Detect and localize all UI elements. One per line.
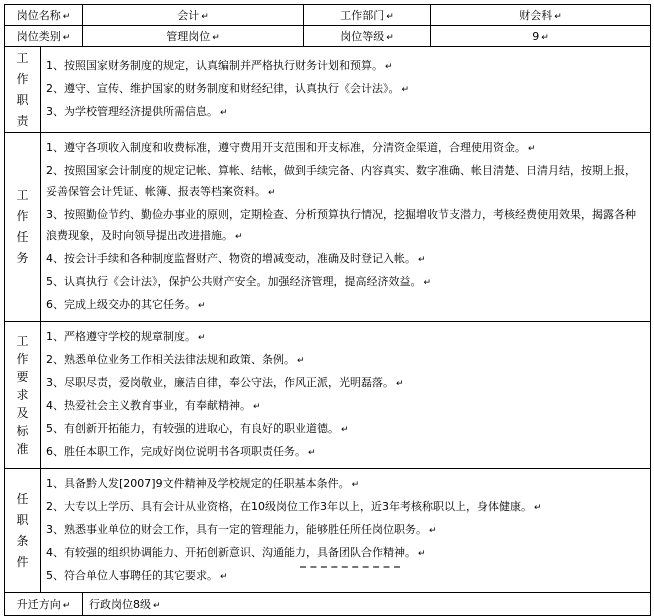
header-row-1 <box>5 5 651 26</box>
list-item: 1、按照国家财务制度的规定，认真编制并严格执行财务计划和预算。 ↵ <box>46 59 393 72</box>
requirements-content <box>41 322 651 469</box>
tasks-label: 工 作 任 务 <box>5 133 41 322</box>
paragraph-mark-icon: ↵ <box>220 108 228 118</box>
list-item: 5、有创新开拓能力，有较强的进取心，有良好的职业道德。 ↵ <box>46 422 349 435</box>
position-category-label: 岗位类别 ↵ <box>5 26 83 47</box>
paragraph-mark-icon: ↵ <box>418 255 426 265</box>
paragraph-mark-icon: ↵ <box>401 85 410 95</box>
paragraph-mark-icon: ↵ <box>385 62 393 72</box>
paragraph-mark-icon: ↵ <box>198 301 206 311</box>
paragraph-mark-icon: ↵ <box>268 188 276 198</box>
job-description-table <box>4 4 651 616</box>
list-item: 1、具备黔人发[2007]9文件精神及学校规定的任职基本条件。 ↵ <box>46 477 360 490</box>
paragraph-mark-icon: ↵ <box>351 480 360 490</box>
department-value: 财会科 ↵ <box>431 5 651 26</box>
paragraph-mark-icon: ↵ <box>423 278 432 288</box>
list-item: 3、为学校管理经济提供所需信息。 ↵ <box>46 105 228 118</box>
position-category-value: 管理岗位 ↵ <box>83 26 304 47</box>
duties-label: 工 作 职 责 <box>5 47 41 133</box>
header-row-2 <box>5 26 651 47</box>
list-item: 2、遵守、宣传、维护国家的财务制度和财经纪律，认真执行《会计法》。 ↵ <box>46 82 410 95</box>
paragraph-mark-icon: ↵ <box>528 144 536 154</box>
position-grade-value: 9 ↵ <box>431 26 651 47</box>
position-grade-label: 岗位等级 ↵ <box>304 26 431 47</box>
list-item: 3、尽职尽责，爱岗敬业，廉洁自律，奉公守法，作风正派，光明磊落。 ↵ <box>46 376 404 389</box>
job-description-document <box>4 4 650 616</box>
list-item: 2、按照国家会计制度的规定记帐、算帐、结帐，做到手续完备、内容真实、数字准确、帐目清楚、日清月结，按期上报，妥善保管会计凭证、帐簿、报表等档案资料。 ↵ <box>46 164 636 198</box>
paragraph-mark-icon: ↵ <box>212 33 220 43</box>
paragraph-mark-icon: ↵ <box>220 572 228 582</box>
paragraph-mark-icon: ↵ <box>198 333 206 343</box>
paragraph-mark-icon: ↵ <box>201 12 209 22</box>
requirements-label: 工 作 要 求 及 标 准 <box>5 322 41 469</box>
promotion-value: 行政岗位8级 ↵ <box>83 593 651 616</box>
paragraph-mark-icon: ↵ <box>418 549 426 559</box>
list-item: 5、符合单位人事聘任的其它要求。 ↵ <box>46 569 228 582</box>
promotion-row <box>5 593 651 616</box>
department-label: 工作部门 ↵ <box>304 5 431 26</box>
paragraph-mark-icon: ↵ <box>534 503 542 513</box>
paragraph-mark-icon: ↵ <box>62 33 71 43</box>
paragraph-mark-icon: ↵ <box>341 425 349 435</box>
qualifications-content <box>41 469 651 593</box>
duties-content <box>41 47 651 133</box>
promotion-label: 升迁方向 ↵ <box>5 593 83 616</box>
paragraph-mark-icon: ↵ <box>554 12 562 22</box>
paragraph-mark-icon: ↵ <box>386 12 394 22</box>
list-item: 6、完成上级交办的其它任务。 ↵ <box>46 298 206 311</box>
paragraph-mark-icon: ↵ <box>62 601 71 611</box>
list-item: 1、严格遵守学校的规章制度。 ↵ <box>46 330 206 343</box>
qualifications-label: 任 职 条 件 <box>5 469 41 593</box>
list-item: 3、按照勤俭节约、勤俭办事业的原则，定期检查、分析预算执行情况，挖掘增收节支潜力，考核经费使用效果，揭露各种浪费现象，及时向领导提出改进措施。 ↵ <box>46 208 636 242</box>
list-item: 6、胜任本职工作，完成好岗位说明书各项职责任务。 ↵ <box>46 445 316 458</box>
list-item: 5、认真执行《会计法》，保护公共财产安全。加强经济管理，提高经济效益。 ↵ <box>46 275 432 288</box>
paragraph-mark-icon: ↵ <box>541 32 549 43</box>
paragraph-mark-icon: ↵ <box>308 448 316 458</box>
paragraph-mark-icon: ↵ <box>297 356 305 366</box>
requirements-section <box>5 322 651 469</box>
list-item: 3、熟悉事业单位的财会工作，具有一定的管理能力，能够胜任所任岗位职务。 ↵ <box>46 523 437 536</box>
list-item: 2、大专以上学历、具有会计从业资格，在10级岗位工作3年以上，近3年考核称职以上，身体健康。 ↵ <box>46 500 542 513</box>
paragraph-mark-icon: ↵ <box>396 379 404 389</box>
page-break-indicator <box>300 566 400 568</box>
list-item: 4、热爱社会主义教育事业，有奉献精神。 ↵ <box>46 399 261 412</box>
tasks-section <box>5 133 651 322</box>
tasks-content <box>41 133 651 322</box>
list-item: 4、有较强的组织协调能力、开拓创新意识、沟通能力，具备团队合作精神。 ↵ <box>46 546 426 559</box>
position-name-value: 会计 ↵ <box>83 5 304 26</box>
qualifications-section <box>5 469 651 593</box>
position-name-label: 岗位名称 ↵ <box>5 5 83 26</box>
paragraph-mark-icon: ↵ <box>253 402 261 412</box>
paragraph-mark-icon: ↵ <box>386 33 394 43</box>
paragraph-mark-icon: ↵ <box>62 12 71 22</box>
paragraph-mark-icon: ↵ <box>153 601 161 611</box>
list-item: 2、熟悉单位业务工作相关法律法规和政策、条例。 ↵ <box>46 353 305 366</box>
list-item: 1、遵守各项收入制度和收费标准，遵守费用开支范围和开支标准，分清资金渠道，合理使用资金。 ↵ <box>46 141 536 154</box>
list-item: 4、按会计手续和各种制度监督财产、物资的增减变动，准确及时登记入帐。 ↵ <box>46 252 426 265</box>
duties-section <box>5 47 651 133</box>
paragraph-mark-icon: ↵ <box>429 526 437 536</box>
paragraph-mark-icon: ↵ <box>235 232 243 242</box>
